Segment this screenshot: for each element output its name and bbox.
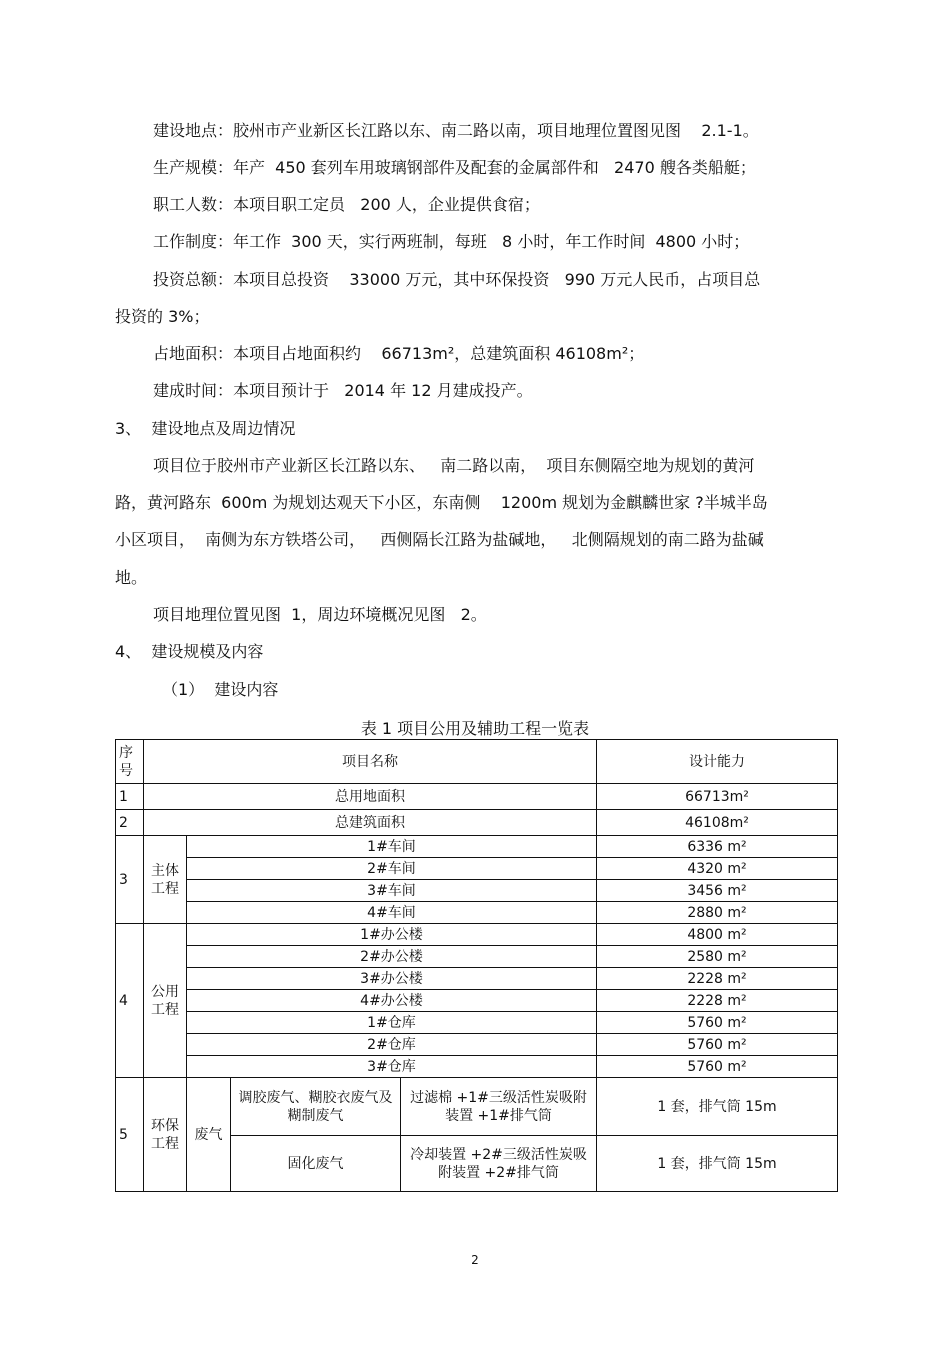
page-number: 2 xyxy=(471,1253,479,1267)
table-cell-measure: 冷却装置 +2#三级活性炭吸附装置 +2#排气筒 xyxy=(401,1136,597,1192)
header-no: 序号 xyxy=(116,740,144,784)
table-cell-capacity: 2228 m² xyxy=(597,968,838,990)
table-cell-category: 主体工程 xyxy=(144,836,187,924)
table-cell-capacity: 5760 m² xyxy=(597,1056,838,1078)
table-cell-capacity: 2228 m² xyxy=(597,990,838,1012)
table-cell-name: 1#办公楼 xyxy=(187,924,597,946)
table-cell-name: 2#车间 xyxy=(187,858,597,880)
table-cell-subcategory: 废气 xyxy=(187,1078,231,1192)
table-cell-name: 3#车间 xyxy=(187,880,597,902)
project-table xyxy=(115,739,838,1192)
table-cell-capacity: 5760 m² xyxy=(597,1012,838,1034)
table-cell-no: 1 xyxy=(116,784,144,810)
table-cell-source: 固化废气 xyxy=(231,1136,401,1192)
table-cell-no: 5 xyxy=(116,1078,144,1192)
table-cell-category: 公用工程 xyxy=(144,924,187,1078)
para-schedule: 工作制度：年工作 300 天，实行两班制，每班 8 小时，年工作时间 4800 小时； xyxy=(153,232,750,251)
para-surroundings-1: 项目位于胶州市产业新区长江路以东、 南二路以南， 项目东侧隔空地为规划的黄河 xyxy=(153,456,755,475)
header-name: 项目名称 xyxy=(144,740,597,784)
table-cell-name: 4#办公楼 xyxy=(187,990,597,1012)
para-surroundings-4: 地。 xyxy=(115,568,148,587)
table-cell-capacity: 4800 m² xyxy=(597,924,838,946)
header-capacity: 设计能力 xyxy=(597,740,838,784)
para-scale: 生产规模：年产 450 套列车用玻璃钢部件及配套的金属部件和 2470 艘各类船艇； xyxy=(153,158,756,177)
para-investment: 投资总额：本项目总投资 33000 万元，其中环保投资 990 万元人民币，占项目总 xyxy=(153,270,761,289)
table-cell-category: 环保工程 xyxy=(144,1078,187,1192)
table-cell-no: 3 xyxy=(116,836,144,924)
para-investment-cont: 投资的 3%； xyxy=(115,307,210,326)
table-cell-name: 总用地面积 xyxy=(144,784,597,810)
para-location: 建设地点：胶州市产业新区长江路以东、南二路以南，项目地理位置图见图 2.1-1。 xyxy=(153,121,759,140)
table-cell-name: 1#仓库 xyxy=(187,1012,597,1034)
para-surroundings-3: 小区项目， 南侧为东方铁塔公司， 西侧隔长江路为盐碱地， 北侧隔规划的南二路为盐碱 xyxy=(115,530,764,549)
table-cell-capacity: 1 套，排气筒 15m xyxy=(597,1136,838,1192)
table-cell-name: 4#车间 xyxy=(187,902,597,924)
table-cell-capacity: 1 套，排气筒 15m xyxy=(597,1078,838,1136)
para-figure-ref: 项目地理位置见图 1，周边环境概况见图 2。 xyxy=(153,605,487,624)
para-staff: 职工人数：本项目职工定员 200 人，企业提供食宿； xyxy=(153,195,540,214)
table-caption: 表 1 项目公用及辅助工程一览表 xyxy=(360,719,590,738)
table-cell-capacity: 2580 m² xyxy=(597,946,838,968)
table-cell-capacity: 4320 m² xyxy=(597,858,838,880)
para-surroundings-2: 路，黄河路东 600m 为规划达观天下小区，东南侧 1200m 规划为金麒麟世家 ?半城半岛 xyxy=(115,493,768,512)
table-cell-measure: 过滤棉 +1#三级活性炭吸附装置 +1#排气筒 xyxy=(401,1078,597,1136)
table-cell-name: 3#办公楼 xyxy=(187,968,597,990)
table-cell-capacity: 46108m² xyxy=(597,810,838,836)
heading-section-3: 3、 建设地点及周边情况 xyxy=(115,419,296,438)
table-cell-name: 1#车间 xyxy=(187,836,597,858)
table-cell-capacity: 6336 m² xyxy=(597,836,838,858)
table-cell-capacity: 3456 m² xyxy=(597,880,838,902)
para-completion: 建成时间：本项目预计于 2014 年 12 月建成投产。 xyxy=(153,381,533,400)
table-cell-no: 4 xyxy=(116,924,144,1078)
table-cell-capacity: 5760 m² xyxy=(597,1034,838,1056)
para-area: 占地面积：本项目占地面积约 66713m²，总建筑面积 46108m²； xyxy=(153,344,645,363)
table-cell-no: 2 xyxy=(116,810,144,836)
table-cell-capacity: 2880 m² xyxy=(597,902,838,924)
table-cell-capacity: 66713m² xyxy=(597,784,838,810)
table-cell-source: 调胶废气、糊胶衣废气及糊制废气 xyxy=(231,1078,401,1136)
table-cell-name: 3#仓库 xyxy=(187,1056,597,1078)
table-cell-name: 2#仓库 xyxy=(187,1034,597,1056)
table-cell-name: 总建筑面积 xyxy=(144,810,597,836)
heading-section-4: 4、 建设规模及内容 xyxy=(115,642,264,661)
table-cell-name: 2#办公楼 xyxy=(187,946,597,968)
subheading-construction: （1） 建设内容 xyxy=(162,680,279,699)
